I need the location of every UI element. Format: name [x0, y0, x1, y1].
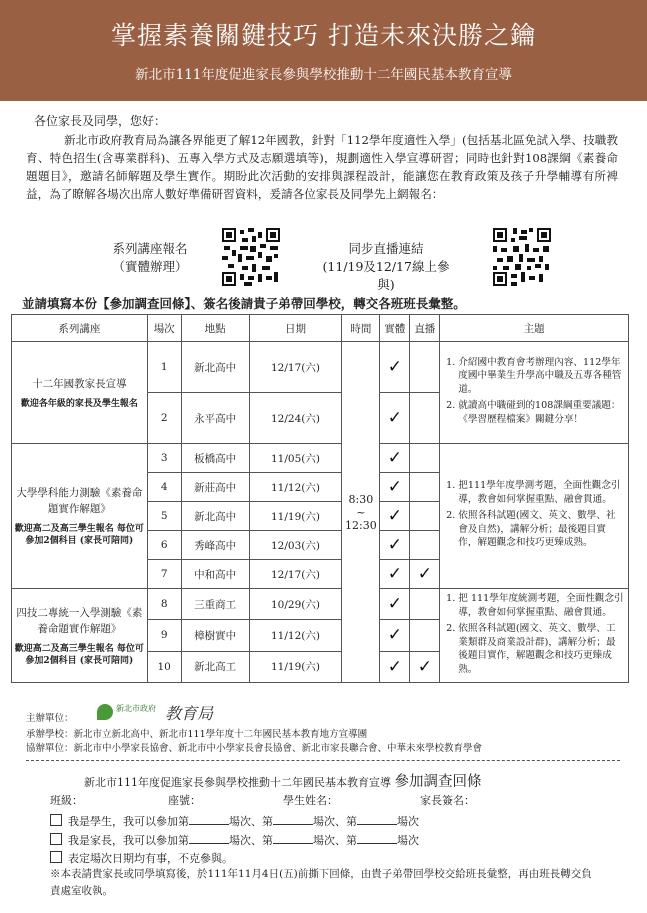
topic-cell — [440, 444, 629, 589]
schedule-table — [11, 314, 629, 683]
livestream-check-icon — [410, 342, 440, 393]
field-class[interactable]: 班級： — [50, 794, 83, 807]
physical-check-icon: ✓ — [380, 560, 410, 589]
qr-left-label: 系列講座報名 （實體辦理） — [112, 241, 188, 274]
physical-check-icon: ✓ — [380, 473, 410, 502]
table-row — [12, 444, 629, 473]
location: 秀峰高中 — [181, 531, 249, 560]
field-parent-signature[interactable]: 家長簽名： — [420, 794, 475, 807]
greeting: 各位家長及同學，您好： — [34, 114, 167, 128]
location: 新北高中 — [181, 502, 249, 531]
location: 樟樹實中 — [181, 620, 249, 651]
topic-item: 2. 依照各科試題(國文、英文、數學、工業類群及商業設計群)，講解分析；最後題目實作，解題觀念和技巧更臻成熟。 — [458, 622, 624, 676]
session-number: 1 — [147, 342, 181, 393]
livestream-check-icon: ✓ — [410, 560, 440, 589]
tear-line — [26, 760, 620, 761]
livestream-check-icon — [410, 620, 440, 651]
date: 12/17(六) — [249, 342, 342, 393]
survey-title: 新北市111年度促進家長參與學校推動十二年國民基本教育宣導 參加調查回條 — [84, 774, 482, 790]
session-number: 4 — [147, 473, 181, 502]
physical-check-icon: ✓ — [380, 393, 410, 444]
date: 11/12(六) — [249, 620, 342, 651]
unavailable-checkbox[interactable] — [50, 851, 62, 863]
livestream-check-icon — [410, 502, 440, 531]
location: 新莊高中 — [181, 473, 249, 502]
time-sep: ~ — [356, 505, 366, 519]
page-title: 掌握素養關鍵技巧 打造未來決勝之鑰 — [111, 21, 536, 50]
qr-code-livestream-icon[interactable] — [493, 228, 551, 286]
session-number: 2 — [147, 393, 181, 444]
header-banner — [0, 0, 647, 101]
blank[interactable] — [273, 814, 313, 825]
topic-item: 2. 依照各科試題(國文、英文、數學、社會及自然)，講解分析；最後題目實作，解題觀念和技巧更臻成熟。 — [458, 509, 624, 550]
qr-right-label: 同步直播連結 (11/19及12/17線上參與) — [322, 241, 450, 292]
session-number: 3 — [147, 444, 181, 473]
topic-item: 1. 把111學年度學測考題，全面性觀念引導，教會如何掌握重點、融會貫通。 — [458, 479, 624, 506]
topic-cell — [440, 342, 629, 444]
blank[interactable] — [273, 833, 313, 844]
livestream-check-icon — [410, 473, 440, 502]
field-student-name[interactable]: 學生姓名： — [283, 794, 338, 807]
survey-footnote: ※本表請貴家長或同學填寫後，於111年11月4日(五)前撕下回條，由貴子弟帶回學校交給班長彙整，再由班長轉交負責處室收執。 — [50, 868, 592, 897]
date: 10/29(六) — [249, 589, 342, 620]
blank[interactable] — [357, 833, 397, 844]
livestream-check-icon — [410, 444, 440, 473]
co-organizer-line: 協辦單位：新北市中小學家長協會、新北市中小學家長會長協會、新北市家長聯合會、中華未來學校教育學會 — [26, 743, 483, 754]
date: 11/12(六) — [249, 473, 342, 502]
physical-check-icon: ✓ — [380, 444, 410, 473]
column-header: 地點 — [181, 315, 249, 342]
date: 11/19(六) — [249, 651, 342, 682]
topic-item: 1. 介紹國中教育會考辦理內容、112學年度國中畢業生升學高中職及五專各種管道。 — [458, 356, 624, 397]
return-slip-notice: 並請填寫本份【參加調查回條】、簽名後請貴子弟帶回學校，轉交各班班長彙整。 — [22, 296, 466, 311]
time-end: 12:30 — [345, 518, 377, 532]
physical-check-icon: ✓ — [380, 620, 410, 651]
table-header-row — [12, 315, 629, 342]
host-label: 主辦單位： — [26, 713, 74, 724]
series-title: 十二年國教家長宣導 — [32, 377, 127, 390]
session-number: 6 — [147, 531, 181, 560]
location: 新北高工 — [181, 651, 249, 682]
series-note: 歡迎高二及高三學生報名 每位可參加2個科目 (家長可陪同) — [14, 643, 144, 666]
blank[interactable] — [357, 814, 397, 825]
blank[interactable] — [189, 833, 229, 844]
time-start: 8:30 — [348, 492, 374, 506]
series-note: 歡迎各年級的家長及學生報名 — [20, 398, 138, 409]
livestream-check-icon: ✓ — [410, 651, 440, 682]
column-header: 日期 — [249, 315, 342, 342]
column-header: 系列講座 — [12, 315, 148, 342]
blank[interactable] — [189, 814, 229, 825]
physical-check-icon: ✓ — [380, 531, 410, 560]
option-student[interactable]: 我是學生，我可以參加第 場次、第 場次、第 場次 — [50, 813, 419, 829]
column-header: 直播 — [410, 315, 440, 342]
intro-paragraph: 新北市政府教育局為讓各界能更了解12年國教，針對「112學年度適性入學」(包括基北區免試入學、技職教育、特色招生(含專業群科)、五專入學方式及志願選填等)，規劃適性入學宣導研習；同時也針對108課綱《素養命題題目》，邀請名師解題及學生實作。期盼此次活動的安排與課程設計，能讓您在教育政策及孩子升學輔導有所裨益，為了瞭解各場次出席人數好準備研習資料，爰請各位家長及同學先上網報名： — [26, 133, 618, 201]
undertaker-line: 承辦學校：新北市立新北高中、新北市111學年度十二年國民基本教育地方宣導團 — [26, 729, 368, 740]
physical-check-icon: ✓ — [380, 502, 410, 531]
logo-education-bureau: 教育局 — [165, 704, 214, 723]
date: 12/03(六) — [249, 531, 342, 560]
location: 板橋高中 — [181, 444, 249, 473]
table-row — [12, 342, 629, 393]
logo-gov-text: 新北市政府 — [116, 704, 156, 713]
series-note: 歡迎高二及高三學生報名 每位可參加2個科目 (家長可陪同) — [14, 524, 144, 546]
column-header: 主題 — [440, 315, 629, 342]
qr-code-registration-icon[interactable] — [222, 228, 280, 286]
session-number: 8 — [147, 589, 181, 620]
option-parent[interactable]: 我是家長，我可以參加第 場次、第 場次、第 場次 — [50, 832, 419, 848]
option-unavailable[interactable]: 表定場次日期均有事，不克參與。 — [50, 850, 233, 866]
livestream-check-icon — [410, 589, 440, 620]
column-header: 實體 — [380, 315, 410, 342]
student-checkbox[interactable] — [50, 814, 62, 826]
column-header: 時間 — [342, 315, 380, 342]
location: 中和高中 — [181, 560, 249, 589]
series-cell — [12, 444, 148, 589]
table-row — [12, 589, 629, 620]
session-number: 5 — [147, 502, 181, 531]
column-header: 場次 — [147, 315, 181, 342]
field-seat[interactable]: 座號： — [168, 794, 201, 807]
series-cell — [12, 589, 148, 683]
ntpc-logo-icon — [97, 704, 113, 720]
topic-item: 1. 把 111學年度統測考題，全面性觀念引導，教會如何掌握重點、融會貫通。 — [458, 592, 624, 619]
series-title: 大學學科能力測驗《素養命題實作解題》 — [16, 487, 143, 515]
parent-checkbox[interactable] — [50, 833, 62, 845]
location: 永平高中 — [181, 393, 249, 444]
date: 11/19(六) — [249, 502, 342, 531]
topic-cell — [440, 589, 629, 683]
date: 11/05(六) — [249, 444, 342, 473]
date: 12/24(六) — [249, 393, 342, 444]
location: 三重商工 — [181, 589, 249, 620]
physical-check-icon: ✓ — [380, 589, 410, 620]
session-number: 10 — [147, 651, 181, 682]
physical-check-icon: ✓ — [380, 342, 410, 393]
time-cell — [342, 342, 380, 683]
series-title: 四技二專統一入學測驗《素養命題實作解題》 — [16, 606, 143, 635]
livestream-check-icon — [410, 393, 440, 444]
page-subtitle: 新北市111年度促進家長參與學校推動十二年國民基本教育宣導 — [135, 67, 512, 83]
topic-item: 2. 就讀高中職碰到的108課綱重要議題：《學習歷程檔案》關鍵分享！ — [458, 399, 624, 426]
session-number: 9 — [147, 620, 181, 651]
series-cell — [12, 342, 148, 444]
date: 12/17(六) — [249, 560, 342, 589]
physical-check-icon: ✓ — [380, 651, 410, 682]
location: 新北高中 — [181, 342, 249, 393]
session-number: 7 — [147, 560, 181, 589]
livestream-check-icon — [410, 531, 440, 560]
